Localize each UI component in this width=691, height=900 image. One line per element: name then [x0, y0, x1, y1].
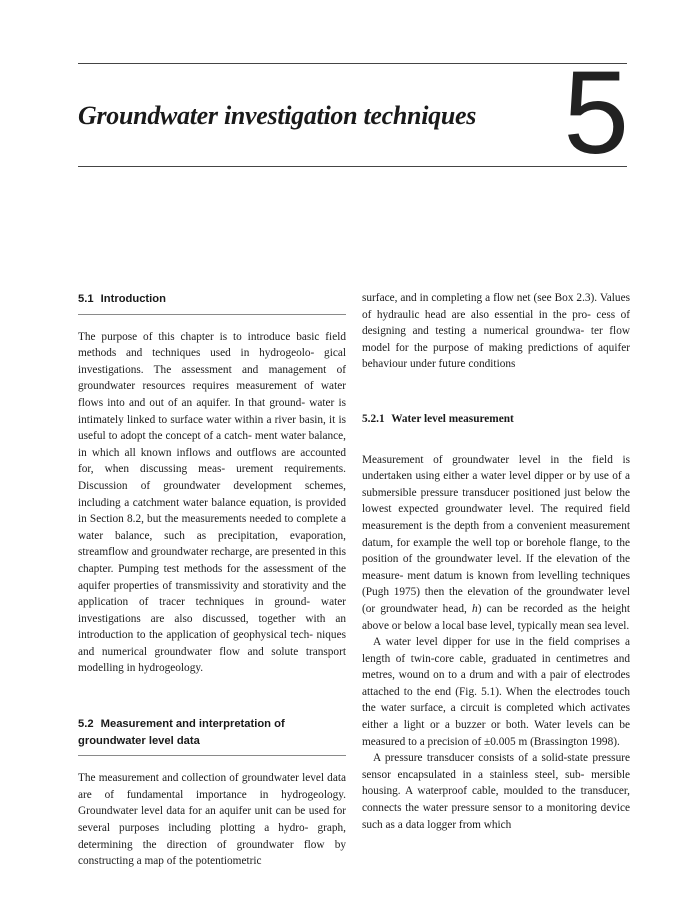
right-column — [362, 290, 630, 833]
subsection-title: Water level measurement — [391, 412, 514, 425]
section-title-line1: Measurement and interpretation of — [100, 718, 285, 731]
section-5-2-paragraph-continued: surface, and in completing a flow net (see Box 2.3). Values of hydraulic head are also essential in the pro- cess of designing and testing a numerical groundwa- ter flow model for the purpose of making predictions of aquifer behaviour under future conditions — [362, 292, 630, 371]
water-level-paragraph-2: A water level dipper for use in the field comprises a length of twin-core cable, graduated in centimetres and metres, wound on to a drum and with a pair of electrodes attached to the end (Fig. 5.1). When the electrodes touch the water surface, a circuit is completed which activates either a light or a buzzer or both. Water levels can be measured to a precision of ±0.005 m (Brassington 1998). — [362, 636, 630, 748]
intro-paragraph: The purpose of this chapter is to introduce basic field methods and techniques used in hydrogeolo- gical investigations. The assessment and management of groundwater resources requires measurement of water flows into and out of an aquifer. In that ground- water is intimately linked to surface water within a river basin, it is useful to adopt the concept of a catch- ment water balance, in which all known inflows and outflows are accounted for, when discussing meas- urement requirements. Discussion of groundwater development schemes, including a catchment water balance equation, is provided in Section 8.2, but the measurements needed to complete a water balance, such as precipitation, evaporation, streamflow and groundwater recharge, are presented in this chapter. Pumping test methods for the assessment of the aquifer properties of transmissivity and storativity and the application of tracer techniques in ground- water investigations are also discussed, together with an introduction to the application of geophysical tech- niques and numerical groundwater flow and solute transport modelling in hydrogeology. — [78, 330, 346, 675]
header-rule-top — [78, 63, 627, 64]
section-title-line2: groundwater level data — [78, 734, 200, 747]
section-title: Introduction — [100, 293, 166, 305]
paragraph-text: Measurement of groundwater level in the field is undertaken using either a water level dipper or by use of a submersible pressure transducer positioned just below the lowest expected groundwater level. The required field measurement is the depth from a convenient measurement datum, for example the well top or borehole flange, to the position of the groundwater level. If the elevation of the measure- ment datum is known from levelling techniques (Pugh 1975) then the elevation of the groundwater level (or groundwater head, — [362, 453, 630, 615]
header-rule-bottom — [78, 166, 627, 167]
chapter-number: 5 — [563, 47, 627, 179]
head-symbol: h — [472, 602, 478, 615]
section-5-1-heading — [78, 290, 346, 315]
subsection-5-2-1-heading — [362, 411, 630, 428]
subsection-number: 5.2.1 — [362, 412, 385, 425]
left-column — [78, 290, 346, 870]
section-5-2-heading — [78, 715, 346, 756]
section-5-2-paragraph: The measurement and collection of groundwater level data are of fundamental importance in hydrogeology. Groundwater level data for an aquifer unit can be used for several purposes including plotting a hydro- graph, determining the direction of groundwater flow by constructing a map of the potentiometric — [78, 772, 346, 868]
paragraph-text: ) can be recorded as the height above or below a local base level, typically mean sea level. — [362, 602, 631, 632]
water-level-paragraph-3: A pressure transducer consists of a solid-state pressure sensor encapsulated in a stainless steel, sub- mersible housing. A waterproof cable, moulded to the transducer, connects the water pressure sensor to a monitoring device such as a data logger from which — [362, 752, 630, 831]
water-level-paragraph-1 — [362, 452, 630, 635]
section-number: 5.1 — [78, 293, 94, 305]
chapter-title: Groundwater investigation techniques — [78, 101, 477, 130]
section-number: 5.2 — [78, 718, 94, 731]
